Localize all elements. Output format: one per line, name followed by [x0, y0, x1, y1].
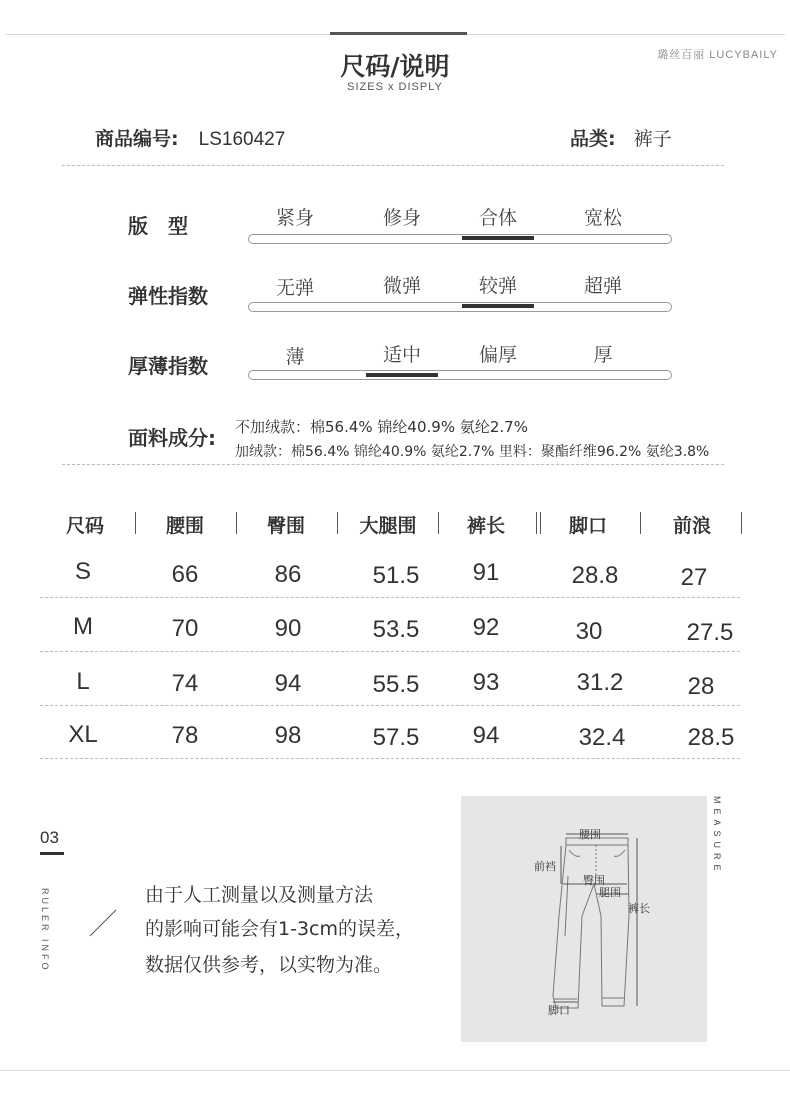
elasticity-scale-track: [248, 302, 672, 312]
table-cell: 91: [472, 559, 500, 586]
product-category-value: 裤子: [633, 128, 672, 150]
thickness-label: 厚薄指数: [128, 354, 208, 378]
table-cell: 31.2: [576, 669, 624, 696]
column-separator: [640, 512, 641, 534]
column-separator: [536, 512, 537, 534]
table-cell: 93: [472, 669, 500, 696]
divider: [62, 165, 724, 166]
slash-decoration-icon: [88, 908, 118, 938]
table-header-front-rise: 前浪: [672, 515, 711, 537]
thickness-selected-marker: [366, 373, 438, 377]
hip-label: 臀围: [583, 874, 605, 887]
bottom-divider: [0, 1070, 790, 1071]
thickness-scale-track: [248, 370, 672, 380]
column-separator: [236, 512, 237, 534]
product-code: [95, 124, 285, 151]
length-label: 裤长: [628, 902, 650, 915]
table-cell: 92: [472, 614, 500, 641]
table-cell: 32.4: [578, 724, 626, 751]
table-cell: 27.5: [686, 619, 734, 646]
fabric-line-2: 加绒款：棉56.4% 锦纶40.9% 氨纶2.7% 里料：聚酯纤维96.2% 氨纶3.8%: [235, 444, 710, 460]
table-cell: 90: [274, 615, 302, 642]
section-number: 03: [40, 828, 59, 847]
table-cell: 66: [171, 561, 199, 588]
ruler-info-label: RULER INFO: [40, 888, 50, 973]
table-header-hem: 脚口: [568, 515, 607, 537]
front-rise-label: 前裆: [534, 860, 556, 873]
product-category-label: 品类:: [570, 128, 616, 150]
table-header-thigh: 大腿围: [359, 515, 417, 537]
page-subtitle: SIZES x DISPLY: [347, 81, 443, 93]
fit-option: 修身: [382, 207, 421, 229]
row-divider: [40, 597, 740, 598]
row-divider: [40, 758, 740, 759]
fit-option: 合体: [478, 207, 517, 229]
fabric-line-1: 不加绒款：棉56.4% 锦纶40.9% 氨纶2.7%: [235, 418, 528, 436]
divider: [62, 464, 724, 465]
product-code-label: 商品编号:: [95, 128, 179, 150]
table-cell: 57.5: [372, 724, 420, 751]
thickness-option: 偏厚: [478, 344, 517, 366]
table-header-length: 裤长: [466, 515, 505, 537]
table-cell: 94: [274, 670, 302, 697]
table-cell: 28.5: [687, 724, 735, 751]
elasticity-selected-marker: [462, 304, 534, 308]
fit-selected-marker: [462, 236, 534, 240]
column-separator: [438, 512, 439, 534]
row-divider: [40, 651, 740, 652]
table-header-hip: 臀围: [266, 515, 305, 537]
table-cell: 74: [171, 670, 199, 697]
fabric-label: 面料成分:: [128, 426, 216, 450]
elasticity-option: 较弹: [478, 275, 517, 297]
product-code-value: LS160427: [198, 129, 286, 150]
table-cell: 86: [274, 561, 302, 588]
elasticity-option: 微弹: [382, 275, 421, 297]
hem-label: 脚口: [548, 1004, 570, 1017]
column-separator: [741, 512, 742, 534]
table-cell: 30: [575, 618, 603, 645]
waist-label: 腰围: [579, 828, 601, 841]
thickness-option: 适中: [382, 344, 421, 366]
table-cell: XL: [68, 721, 98, 748]
thigh-label: 腿围: [599, 886, 621, 899]
column-separator: [540, 512, 541, 534]
table-cell: 70: [171, 615, 199, 642]
note-line: 由于人工测量以及测量方法: [145, 884, 374, 906]
column-separator: [337, 512, 338, 534]
measure-label: MEASURE: [712, 796, 722, 876]
note-line: 数据仅供参考，以实物为准。: [145, 954, 393, 976]
thickness-option: 厚: [593, 344, 613, 366]
table-cell: L: [76, 668, 90, 695]
title-accent-bar: [330, 32, 467, 35]
table-cell: 55.5: [372, 671, 420, 698]
page-title: 尺码/说明: [340, 52, 450, 81]
elasticity-label: 弹性指数: [128, 284, 208, 308]
table-cell: M: [73, 613, 93, 640]
elasticity-option: 超弹: [583, 275, 622, 297]
table-header-waist: 腰围: [165, 515, 204, 537]
table-cell: 53.5: [372, 616, 420, 643]
fit-label: 版 型: [128, 214, 188, 238]
table-header-size: 尺码: [65, 515, 104, 537]
row-divider: [40, 705, 740, 706]
thickness-option: 薄: [285, 346, 305, 368]
brand-name: 璐丝百丽 LUCYBAILY: [657, 49, 778, 61]
note-line: 的影响可能会有1-3cm的误差，: [145, 918, 414, 940]
elasticity-option: 无弹: [275, 277, 314, 299]
table-cell: 78: [171, 722, 199, 749]
table-cell: 28.8: [571, 562, 619, 589]
table-cell: 51.5: [372, 562, 420, 589]
fit-option: 宽松: [583, 207, 622, 229]
fit-scale-track: [248, 234, 672, 244]
column-separator: [135, 512, 136, 534]
section-number-underline: [40, 852, 64, 855]
product-category: [570, 124, 672, 151]
table-cell: 27: [680, 564, 708, 591]
fit-option: 紧身: [275, 207, 314, 229]
table-cell: 28: [687, 673, 715, 700]
table-cell: S: [74, 558, 91, 585]
measurement-diagram: [461, 796, 707, 1042]
table-cell: 94: [472, 722, 500, 749]
table-cell: 98: [274, 722, 302, 749]
